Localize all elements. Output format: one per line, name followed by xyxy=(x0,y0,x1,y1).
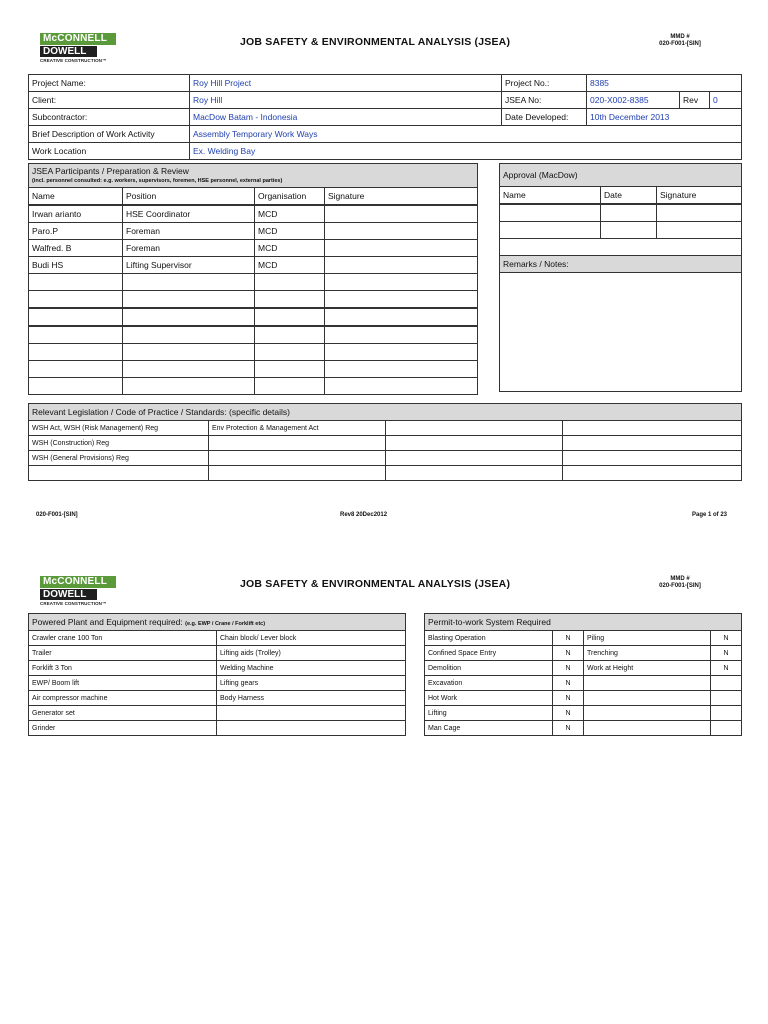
plant-row xyxy=(29,676,406,691)
mmd-block xyxy=(650,34,710,48)
permit-row xyxy=(425,706,742,721)
permit-required-left[interactable]: N xyxy=(553,691,584,706)
permit-required-left[interactable]: N xyxy=(553,646,584,661)
mmd-code: 020-F001-[SIN] xyxy=(659,583,701,589)
plant-row xyxy=(29,631,406,646)
subcontractor-value: MacDow Batam - Indonesia xyxy=(190,109,502,126)
plant-hint: (e.g. EWP / Crane / Forklift etc) xyxy=(185,621,266,627)
participant-organisation[interactable]: MCD xyxy=(255,223,325,240)
participant-signature[interactable] xyxy=(325,257,478,274)
client-label: Client: xyxy=(29,92,190,109)
approval-table xyxy=(499,163,742,392)
plant-item-left[interactable]: EWP/ Boom lift xyxy=(29,676,217,691)
footer-revision: Rev8 20Dec2012 xyxy=(340,512,388,518)
plant-row xyxy=(29,691,406,706)
participant-position[interactable] xyxy=(123,291,255,309)
permit-required-right[interactable]: N xyxy=(711,661,742,676)
participant-organisation[interactable] xyxy=(255,361,325,378)
plant-item-right[interactable] xyxy=(217,721,406,736)
participant-row xyxy=(29,344,478,361)
participant-position[interactable] xyxy=(123,308,255,326)
approval-blank-row xyxy=(500,239,742,256)
participant-name[interactable] xyxy=(29,274,123,291)
plant-row xyxy=(29,661,406,676)
permit-type-left[interactable]: Hot Work xyxy=(425,691,553,706)
page-title: JOB SAFETY & ENVIRONMENTAL ANALYSIS (JSEA) xyxy=(240,578,511,590)
participant-name[interactable] xyxy=(29,378,123,395)
plant-item-right[interactable]: Body Harness xyxy=(217,691,406,706)
remarks-area[interactable] xyxy=(500,273,742,392)
participant-name[interactable]: Paro.P xyxy=(29,223,123,240)
permit-required-right[interactable] xyxy=(711,721,742,736)
participant-organisation[interactable] xyxy=(255,326,325,344)
permit-type-right[interactable]: Trenching xyxy=(584,646,711,661)
participant-signature[interactable] xyxy=(325,291,478,309)
col-header-position: Position xyxy=(123,188,255,206)
permit-type-right[interactable] xyxy=(584,721,711,736)
permit-type-left[interactable]: Demolition xyxy=(425,661,553,676)
participant-signature[interactable] xyxy=(325,361,478,378)
project-name-label: Project Name: xyxy=(29,75,190,92)
permit-row xyxy=(425,646,742,661)
permit-row xyxy=(425,691,742,706)
participant-organisation[interactable] xyxy=(255,274,325,291)
client-value: Roy Hill xyxy=(190,92,502,109)
approval-col-name: Name xyxy=(500,187,601,205)
legislation-col-1[interactable] xyxy=(29,466,209,481)
permit-required-left[interactable]: N xyxy=(553,631,584,646)
mmd-block xyxy=(650,576,710,590)
legislation-col-3[interactable] xyxy=(386,436,563,451)
participant-position[interactable]: Foreman xyxy=(123,240,255,257)
mmd-label: MMD # xyxy=(670,34,690,40)
plant-row xyxy=(29,721,406,736)
date-developed-label: Date Developed: xyxy=(502,109,587,126)
participants-table xyxy=(28,163,478,395)
participant-row xyxy=(29,223,478,240)
logo-tagline: CREATIVE CONSTRUCTION™ xyxy=(40,601,107,606)
participant-organisation[interactable] xyxy=(255,378,325,395)
participant-name[interactable] xyxy=(29,344,123,361)
rev-label: Rev xyxy=(680,92,710,109)
participant-signature[interactable] xyxy=(325,378,478,395)
participant-row xyxy=(29,378,478,395)
participants-header xyxy=(29,164,478,188)
participant-name[interactable] xyxy=(29,361,123,378)
permit-required-left[interactable]: N xyxy=(553,661,584,676)
participant-row xyxy=(29,274,478,291)
legislation-row xyxy=(29,421,742,436)
participant-row xyxy=(29,257,478,274)
permit-type-left[interactable]: Excavation xyxy=(425,676,553,691)
participant-signature[interactable] xyxy=(325,240,478,257)
permit-row xyxy=(425,661,742,676)
participant-name[interactable] xyxy=(29,291,123,309)
approval-cell[interactable] xyxy=(500,222,601,239)
participant-organisation[interactable] xyxy=(255,344,325,361)
participant-organisation[interactable]: MCD xyxy=(255,205,325,223)
logo-line-1: McCONNELL xyxy=(40,33,116,45)
permit-required-left[interactable]: N xyxy=(553,676,584,691)
work-location-label: Work Location xyxy=(29,143,190,160)
plant-item-right[interactable]: Welding Machine xyxy=(217,661,406,676)
participant-organisation[interactable] xyxy=(255,291,325,309)
col-header-name: Name xyxy=(29,188,123,206)
permit-type-left[interactable]: Blasting Operation xyxy=(425,631,553,646)
participant-position[interactable] xyxy=(123,274,255,291)
footer-form-code: 020-F001-[SIN] xyxy=(36,512,78,518)
legislation-col-4[interactable] xyxy=(563,421,742,436)
logo-line-1: McCONNELL xyxy=(40,576,116,588)
col-header-signature: Signature xyxy=(325,188,478,206)
legislation-col-1[interactable]: WSH (General Provisions) Reg xyxy=(29,451,209,466)
plant-item-right[interactable]: Lifting gears xyxy=(217,676,406,691)
logo-line-2: DOWELL xyxy=(40,46,97,57)
plant-row xyxy=(29,706,406,721)
permit-type-right[interactable] xyxy=(584,691,711,706)
participant-position[interactable]: Foreman xyxy=(123,223,255,240)
plant-item-right[interactable]: Lifting aids (Trolley) xyxy=(217,646,406,661)
permit-type-right[interactable]: Work at Height xyxy=(584,661,711,676)
plant-item-left[interactable]: Generator set xyxy=(29,706,217,721)
logo-tagline: CREATIVE CONSTRUCTION™ xyxy=(40,58,107,63)
legislation-col-3[interactable] xyxy=(386,466,563,481)
plant-item-right[interactable]: Chain block/ Lever block xyxy=(217,631,406,646)
participant-name[interactable] xyxy=(29,326,123,344)
legislation-table xyxy=(28,403,742,481)
participants-title: JSEA Participants / Preparation & Review xyxy=(32,166,189,176)
permit-row xyxy=(425,676,742,691)
remarks-label: Remarks / Notes: xyxy=(500,256,742,273)
permit-required-left[interactable]: N xyxy=(553,721,584,736)
permit-type-right[interactable] xyxy=(584,706,711,721)
plant-title: Powered Plant and Equipment required: xyxy=(32,617,183,627)
legislation-col-3[interactable] xyxy=(386,451,563,466)
legislation-col-4[interactable] xyxy=(563,451,742,466)
permit-row xyxy=(425,631,742,646)
participant-row xyxy=(29,326,478,344)
project-info-table xyxy=(28,74,742,160)
legislation-col-2[interactable] xyxy=(209,466,386,481)
work-description-label: Brief Description of Work Activity xyxy=(29,126,190,143)
legislation-col-1[interactable]: WSH (Construction) Reg xyxy=(29,436,209,451)
participant-signature[interactable] xyxy=(325,308,478,326)
participants-subtitle: (incl. personnel consulted: e.g. workers, supervisors, foremen, HSE personnel, external parties) xyxy=(32,178,283,184)
legislation-col-2[interactable] xyxy=(209,451,386,466)
plant-item-left[interactable]: Air compressor machine xyxy=(29,691,217,706)
legislation-col-1[interactable]: WSH Act, WSH (Risk Management) Reg xyxy=(29,421,209,436)
participant-name[interactable] xyxy=(29,308,123,326)
approval-col-signature: Signature xyxy=(657,187,742,205)
participant-organisation[interactable] xyxy=(255,308,325,326)
permit-type-left[interactable]: Confined Space Entry xyxy=(425,646,553,661)
page-title: JOB SAFETY & ENVIRONMENTAL ANALYSIS (JSEA) xyxy=(240,36,511,48)
participant-name[interactable]: Irwan arianto xyxy=(29,205,123,223)
participant-signature[interactable] xyxy=(325,223,478,240)
plant-item-left[interactable]: Crawler crane 100 Ton xyxy=(29,631,217,646)
logo-line-2: DOWELL xyxy=(40,589,97,600)
permit-required-right[interactable]: N xyxy=(711,646,742,661)
permit-title: Permit-to-work System Required xyxy=(425,614,742,631)
company-logo xyxy=(40,576,116,606)
legislation-col-4[interactable] xyxy=(563,436,742,451)
legislation-col-2[interactable]: Env Protection & Management Act xyxy=(209,421,386,436)
mmd-code: 020-F001-[SIN] xyxy=(659,41,701,47)
approval-cell[interactable] xyxy=(500,204,601,222)
plant-item-left[interactable]: Forklift 3 Ton xyxy=(29,661,217,676)
rev-value: 0 xyxy=(710,92,742,109)
participant-row xyxy=(29,308,478,326)
legislation-col-3[interactable] xyxy=(386,421,563,436)
permit-type-left[interactable]: Man Cage xyxy=(425,721,553,736)
participant-position[interactable]: HSE Coordinator xyxy=(123,205,255,223)
participant-signature[interactable] xyxy=(325,344,478,361)
permit-required-right[interactable]: N xyxy=(711,631,742,646)
approval-title: Approval (MacDow) xyxy=(500,164,742,187)
participant-name[interactable]: Walfred. B xyxy=(29,240,123,257)
permit-row xyxy=(425,721,742,736)
date-developed-value: 10th December 2013 xyxy=(587,109,742,126)
work-location-value: Ex. Welding Bay xyxy=(190,143,742,160)
legislation-row xyxy=(29,436,742,451)
participant-position[interactable] xyxy=(123,378,255,395)
legislation-col-4[interactable] xyxy=(563,466,742,481)
legislation-title: Relevant Legislation / Code of Practice / Standards: (specific details) xyxy=(29,404,742,421)
plant-item-left[interactable]: Trailer xyxy=(29,646,217,661)
participant-position[interactable] xyxy=(123,326,255,344)
plant-item-left[interactable]: Grinder xyxy=(29,721,217,736)
work-description-value: Assembly Temporary Work Ways xyxy=(190,126,742,143)
permit-required-right[interactable] xyxy=(711,706,742,721)
plant-row xyxy=(29,646,406,661)
participant-row xyxy=(29,361,478,378)
participant-row xyxy=(29,291,478,309)
footer-page-number: Page 1 of 23 xyxy=(692,512,728,518)
participant-position[interactable] xyxy=(123,361,255,378)
permit-required-right[interactable] xyxy=(711,691,742,706)
legislation-row xyxy=(29,466,742,481)
jsea-no-label: JSEA No: xyxy=(502,92,587,109)
permit-type-right[interactable] xyxy=(584,676,711,691)
permit-required-left[interactable]: N xyxy=(553,706,584,721)
approval-cell[interactable] xyxy=(657,204,742,222)
approval-cell[interactable] xyxy=(657,222,742,239)
participant-organisation[interactable]: MCD xyxy=(255,257,325,274)
permit-type-right[interactable]: Piling xyxy=(584,631,711,646)
permit-table xyxy=(424,613,742,736)
participant-organisation[interactable]: MCD xyxy=(255,240,325,257)
project-name-value: Roy Hill Project xyxy=(190,75,502,92)
mmd-label: MMD # xyxy=(670,576,690,582)
company-logo xyxy=(40,33,116,63)
plant-header xyxy=(29,614,406,631)
participant-name[interactable]: Budi HS xyxy=(29,257,123,274)
participant-row xyxy=(29,205,478,223)
participant-signature[interactable] xyxy=(325,274,478,291)
col-header-organisation: Organisation xyxy=(255,188,325,206)
project-no-label: Project No.: xyxy=(502,75,587,92)
legislation-row xyxy=(29,451,742,466)
legislation-col-2[interactable] xyxy=(209,436,386,451)
subcontractor-label: Subcontractor: xyxy=(29,109,190,126)
project-no-value: 8385 xyxy=(587,75,742,92)
participant-position[interactable] xyxy=(123,344,255,361)
plant-equipment-table xyxy=(28,613,406,736)
approval-cell[interactable] xyxy=(601,204,657,222)
participant-position[interactable]: Lifting Supervisor xyxy=(123,257,255,274)
permit-required-right[interactable] xyxy=(711,676,742,691)
approval-cell[interactable] xyxy=(601,222,657,239)
participant-signature[interactable] xyxy=(325,326,478,344)
approval-col-date: Date xyxy=(601,187,657,205)
jsea-no-value: 020-X002-8385 xyxy=(587,92,680,109)
plant-item-right[interactable] xyxy=(217,706,406,721)
participant-row xyxy=(29,240,478,257)
permit-type-left[interactable]: Lifting xyxy=(425,706,553,721)
participant-signature[interactable] xyxy=(325,205,478,223)
